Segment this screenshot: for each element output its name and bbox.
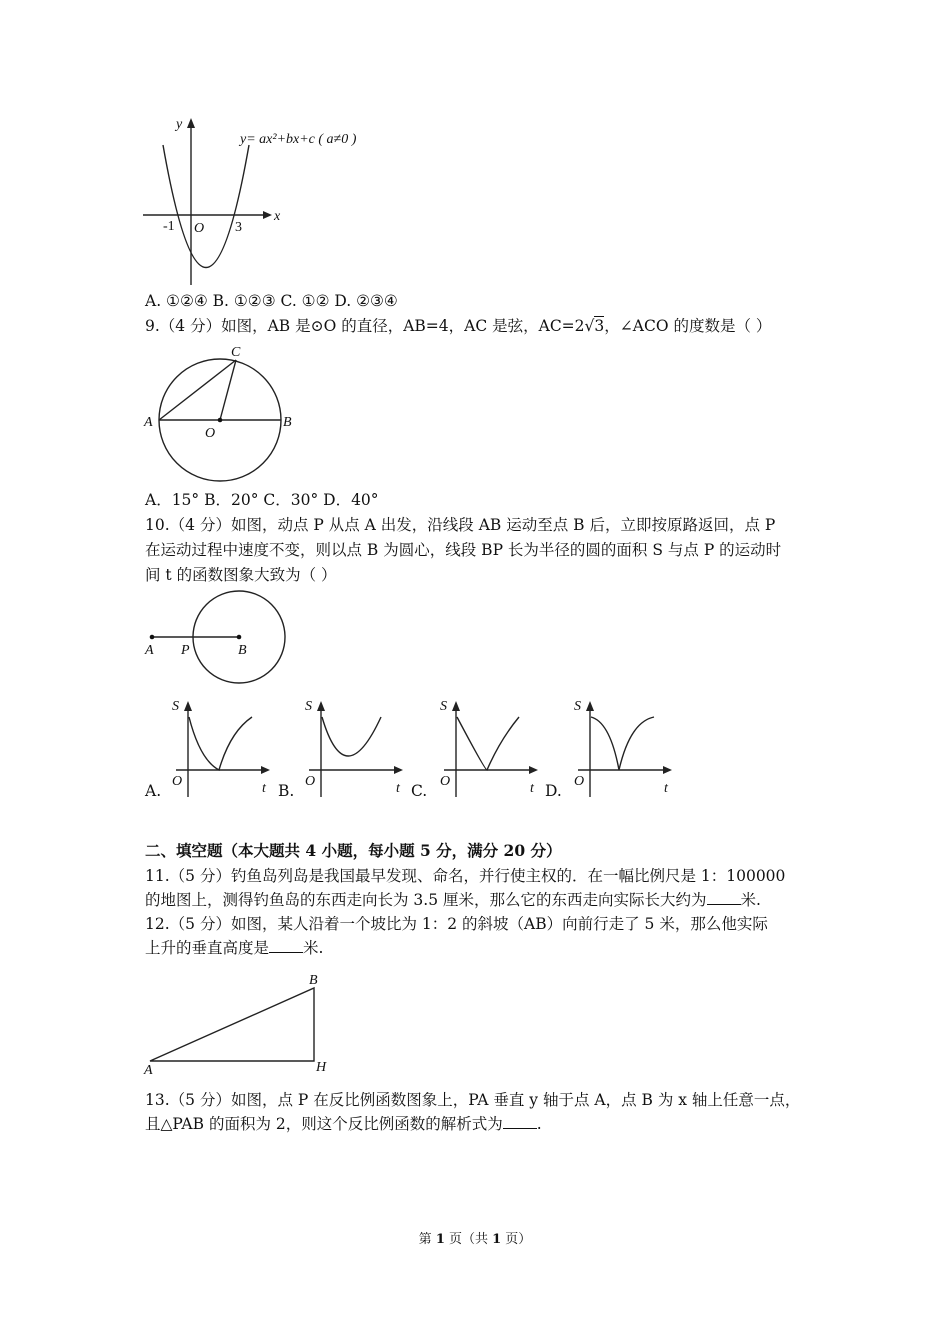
- q10-option-d: D.: [545, 782, 562, 800]
- q11-line2-pre: 的地图上，测得钓鱼岛的东西走向长为 3.5 厘米，那么它的东西走向实际长大约为: [145, 891, 707, 909]
- q10-graph-d-s: S: [574, 699, 581, 714]
- q12-label-a: A: [144, 1063, 153, 1078]
- q9-sqrt: √3: [584, 317, 605, 335]
- q13-line2-post: .: [536, 1115, 542, 1133]
- q10-label-b: B: [238, 643, 247, 658]
- q10-line3: 间 t 的函数图象大致为（ ）: [145, 566, 337, 584]
- q10-label-a: A: [145, 643, 154, 658]
- q10-graph-a-o: O: [172, 774, 183, 789]
- footer-total-pages: 1: [492, 1232, 502, 1247]
- q8-tick-neg1: -1: [163, 219, 175, 234]
- q10-option-a: A.: [145, 782, 162, 800]
- q8-options: A. ①②④ B. ①②③ C. ①② D. ②③④: [145, 292, 398, 310]
- q12-label-b: B: [309, 973, 318, 988]
- q9-sqrt-value: 3: [594, 317, 605, 335]
- q10-graph-b-s: S: [305, 699, 312, 714]
- q10-line1: 10.（4 分）如图，动点 P 从点 A 出发，沿线段 AB 运动至点 B 后，立即按原路返回，点 P: [145, 516, 776, 534]
- section2-heading: 二、填空题（本大题共 4 小题，每小题 5 分，满分 20 分）: [145, 841, 562, 860]
- q9-label-o: O: [205, 426, 216, 441]
- q10-option-c: C.: [411, 782, 428, 800]
- q8-tick-3: 3: [235, 220, 242, 235]
- footer-mid: 页（共: [444, 1232, 493, 1247]
- q10-graph-b-t: t: [396, 781, 400, 796]
- q9-options: A．15° B．20° C．30° D．40°: [145, 491, 379, 509]
- q10-graph-a-t: t: [262, 781, 266, 796]
- q10-graph-b-o: O: [305, 774, 316, 789]
- q13-line2: [145, 1112, 542, 1136]
- q10-graph-c-o: O: [440, 774, 451, 789]
- q9-stem-a: 9.（4 分）如图，AB 是⊙O 的直径，AB=4，AC 是弦，AC=2: [145, 317, 585, 335]
- q13-line2-pre: 且△PAB 的面积为 2，则这个反比例函数的解析式为: [145, 1115, 503, 1133]
- q8-y-label: y: [176, 117, 183, 132]
- q10-graph-a-s: S: [172, 699, 179, 714]
- q8-x-label: x: [274, 209, 281, 224]
- footer-post: 页）: [501, 1232, 532, 1247]
- q10-graph-c-s: S: [440, 699, 447, 714]
- q9-stem-b: ，∠ACO 的度数是（ ）: [604, 317, 772, 335]
- q10-graph-c-t: t: [530, 781, 534, 796]
- q10-line2: 在运动过程中速度不变，则以点 B 为圆心，线段 BP 长为半径的圆的面积 S 与点 P 的运动时: [145, 541, 782, 559]
- q13-answer-blank[interactable]: [503, 1112, 537, 1129]
- q10-option-b: B.: [278, 782, 295, 800]
- q12-line1: 12.（5 分）如图，某人沿着一个坡比为 1：2 的斜坡（AB）向前行走了 5 米，那么他实际: [145, 915, 768, 933]
- q11-line2-post: 米.: [740, 891, 761, 909]
- q11-line1: 11.（5 分）钓鱼岛列岛是我国最早发现、命名，并行使主权的．在一幅比例尺是 1：100000: [145, 867, 786, 885]
- q10-label-p: P: [181, 643, 190, 658]
- q13-line1: 13.（5 分）如图，点 P 在反比例函数图象上，PA 垂直 y 轴于点 A，点 B 为 x 轴上任意一点，: [145, 1091, 801, 1109]
- q9-label-a: A: [144, 415, 153, 430]
- q12-line2-pre: 上升的垂直高度是: [145, 939, 270, 957]
- footer-pre: 第: [418, 1232, 436, 1247]
- q9-label-b: B: [283, 415, 292, 430]
- q9-label-c: C: [231, 345, 241, 360]
- q10-graph-d-o: O: [574, 774, 585, 789]
- q8-origin-label: O: [194, 221, 205, 236]
- footer-page-number: 1: [435, 1232, 445, 1247]
- page-footer: [0, 1228, 950, 1247]
- q12-triangle: [150, 988, 314, 1061]
- q12-label-h: H: [316, 1060, 327, 1075]
- q8-equation: y= ax²+bx+c ( a≠0 ): [240, 132, 357, 147]
- q12-line2-post: 米.: [303, 939, 324, 957]
- q10-graph-d-t: t: [664, 781, 668, 796]
